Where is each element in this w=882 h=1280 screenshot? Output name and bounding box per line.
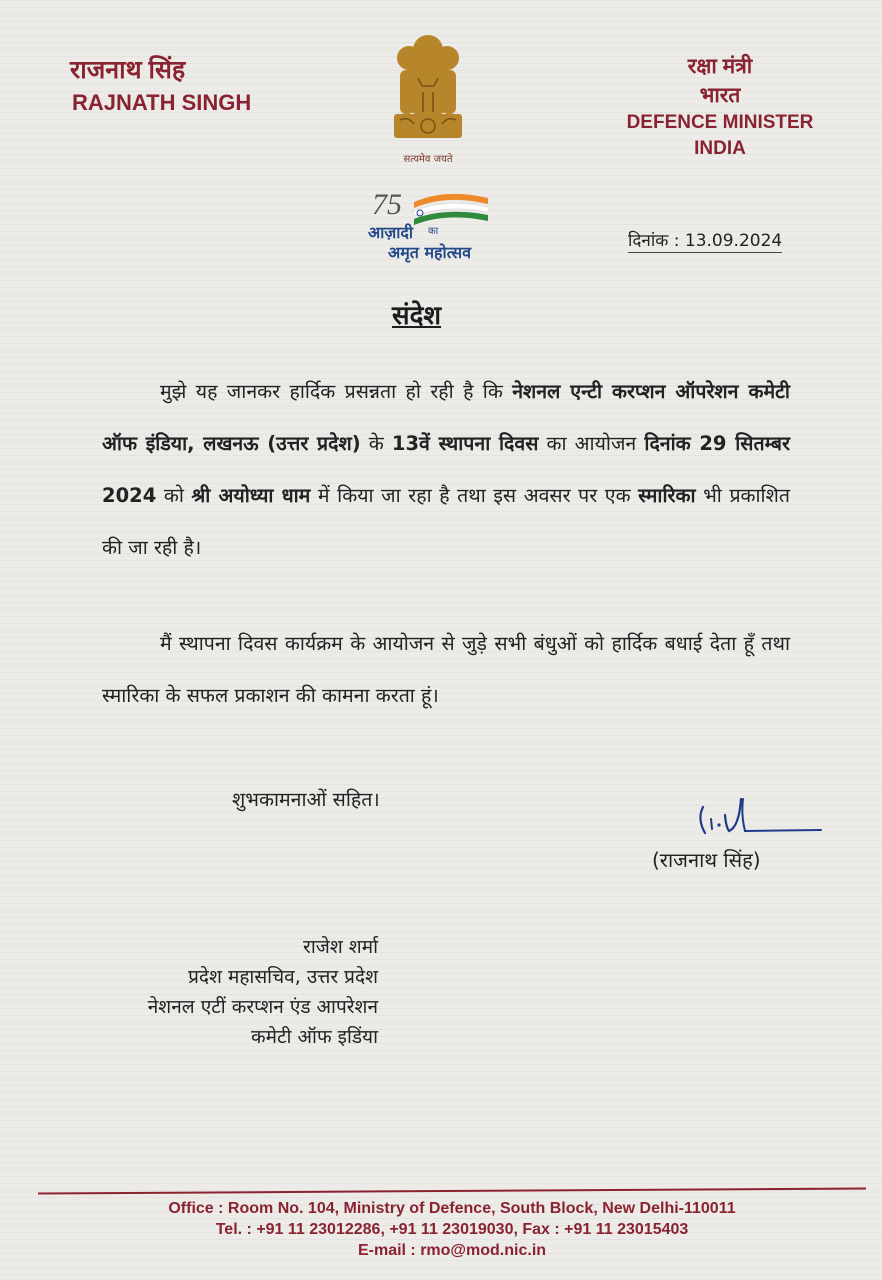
recipient-block	[60, 932, 378, 1052]
p1-foundation-day: 13वें स्थापना दिवस	[391, 432, 539, 455]
designation-hindi: रक्षा मंत्री	[687, 55, 753, 78]
sender-name-hindi: राजनाथ सिंह	[70, 56, 186, 84]
signer-name: (राजनाथ सिंह)	[652, 848, 761, 872]
letter-date	[628, 228, 782, 253]
azadi-logo-small: का	[428, 226, 439, 237]
designation-english: DEFENCE MINISTER	[626, 112, 814, 133]
handwritten-signature	[695, 795, 825, 845]
footer-email: E-mail : rmo@mod.nic.in	[357, 1242, 547, 1259]
recipient-line-3: कमेटी ऑफ इडिंया	[251, 1026, 378, 1048]
closing-salutation: शुभकामनाओं सहित।	[232, 788, 380, 811]
designation-block	[600, 52, 840, 162]
p1-text-1: मुझे यह जानकर हार्दिक प्रसन्नता हो रही है कि	[160, 380, 513, 403]
p1-text-2: के	[360, 432, 392, 455]
country-english: INDIA	[694, 138, 746, 159]
footer-phone-fax: Tel. : +91 11 23012286, +91 11 23019030, Fax : +91 11 23015403	[215, 1221, 689, 1238]
p1-souvenir: स्मारिका	[638, 484, 696, 507]
p1-text-3: का आयोजन	[538, 432, 645, 455]
p1-org-name: नेशनल एन्टी करप्शन ऑपरेशन कमेटी ऑफ इंडिया, लखनऊ (उत्तर प्रदेश)	[102, 380, 790, 455]
footer-divider	[38, 1187, 866, 1194]
body-paragraph-2: मैं स्थापना दिवस कार्यक्रम के आयोजन से जुड़े सभी बंधुओं को हार्दिक बधाई देता हूँ तथा स्मारिका के सफल प्रकाशन की कामना करता हूं।	[102, 632, 790, 707]
p1-venue: श्री अयोध्या धाम	[191, 484, 311, 507]
country-hindi: भारत	[699, 84, 741, 107]
recipient-line-1: प्रदेश महासचिव, उत्तर प्रदेश	[188, 966, 378, 988]
recipient-line-2: नेशनल एटीं करप्शन एंड आपरेशन	[147, 996, 378, 1018]
p1-text-6: भी प्रकाशित की जा रही है।	[102, 484, 790, 559]
footer-office-address: Office : Room No. 104, Ministry of Defence, South Block, New Delhi-110011	[168, 1200, 736, 1217]
letterhead-footer	[90, 1198, 814, 1261]
p1-text-4: को	[156, 484, 192, 507]
date-value: 13.09.2024	[684, 231, 783, 251]
recipient-name: राजेश शर्मा	[303, 936, 378, 958]
azadi-amrit-mahotsav-logo	[366, 182, 516, 264]
letter-heading: संदेश	[392, 301, 442, 331]
national-emblem-icon	[378, 28, 478, 168]
azadi-logo-number: 75	[372, 188, 402, 221]
sender-name-english: RAJNATH SINGH	[72, 90, 252, 115]
azadi-logo-line1: आज़ादी	[368, 223, 414, 242]
azadi-logo-line2: अमृत महोत्सव	[388, 243, 471, 262]
date-label: दिनांक :	[628, 231, 680, 251]
p1-text-5: में किया जा रहा है तथा इस अवसर पर एक	[310, 484, 639, 507]
p1-event-date: दिनांक 29 सितम्बर 2024	[102, 432, 791, 507]
body-paragraph-1	[102, 366, 790, 574]
emblem-motto: सत्यमेव जयते	[403, 154, 453, 165]
